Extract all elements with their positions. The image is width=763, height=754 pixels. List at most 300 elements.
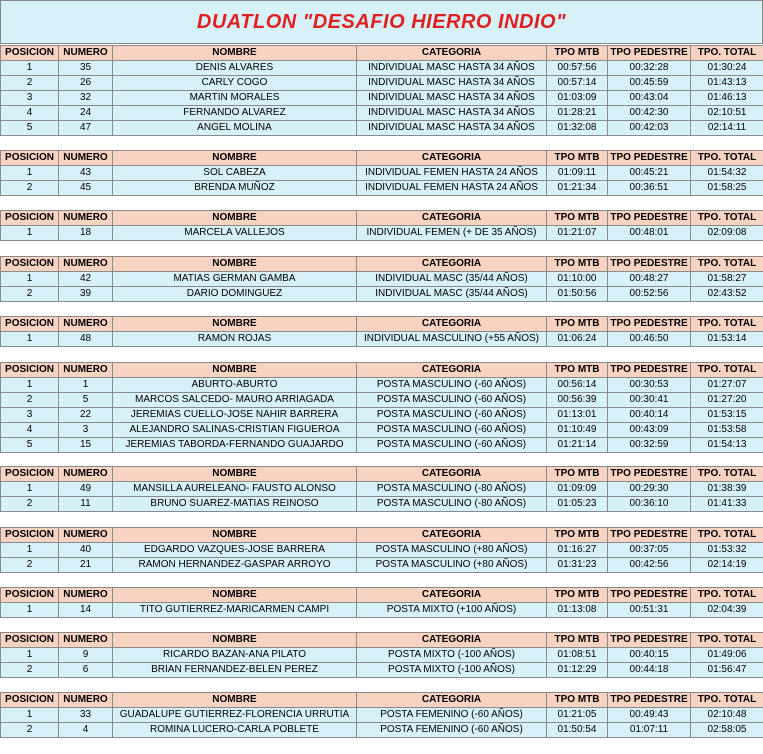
cell-number: 26	[59, 76, 113, 91]
cell-time-pedestrian: 00:37:05	[608, 543, 691, 558]
cell-number: 1	[59, 378, 113, 393]
cell-time-total: 01:30:24	[691, 61, 763, 76]
cell-name: BRENDA MUÑOZ	[113, 181, 357, 196]
cell-time-pedestrian: 00:48:01	[608, 226, 691, 241]
header-position: POSICION	[1, 633, 59, 648]
cell-number: 21	[59, 558, 113, 573]
header-number: NUMERO	[59, 211, 113, 226]
header-position: POSICION	[1, 693, 59, 708]
cell-category: POSTA MASCULINO (+80 AÑOS)	[357, 543, 547, 558]
header-time-mtb: TPO MTB	[547, 151, 608, 166]
header-position: POSICION	[1, 211, 59, 226]
table-row	[1, 723, 763, 738]
table-row	[1, 708, 763, 723]
cell-time-mtb: 01:21:05	[547, 708, 608, 723]
header-name: NOMBRE	[113, 693, 357, 708]
cell-position: 2	[1, 287, 59, 302]
cell-time-total: 02:10:48	[691, 708, 763, 723]
cell-time-total: 01:38:39	[691, 482, 763, 497]
cell-time-total: 02:14:11	[691, 121, 763, 136]
cell-time-mtb: 00:57:14	[547, 76, 608, 91]
cell-time-total: 02:10:51	[691, 106, 763, 121]
header-row	[1, 363, 763, 378]
header-category: CATEGORIA	[357, 46, 547, 61]
header-category: CATEGORIA	[357, 467, 547, 482]
results-table	[0, 692, 763, 738]
cell-time-mtb: 01:21:07	[547, 226, 608, 241]
header-name: NOMBRE	[113, 363, 357, 378]
cell-number: 43	[59, 166, 113, 181]
cell-category: INDIVIDUAL MASC (35/44 AÑOS)	[357, 287, 547, 302]
cell-category: POSTA MASCULINO (-60 AÑOS)	[357, 423, 547, 438]
cell-position: 1	[1, 226, 59, 241]
header-row	[1, 633, 763, 648]
header-time-mtb: TPO MTB	[547, 633, 608, 648]
cell-position: 1	[1, 482, 59, 497]
header-position: POSICION	[1, 46, 59, 61]
cell-number: 3	[59, 423, 113, 438]
cell-time-mtb: 00:57:56	[547, 61, 608, 76]
header-time-pedestrian: TPO PEDESTRE	[608, 257, 691, 272]
table-row	[1, 543, 763, 558]
table-row	[1, 121, 763, 136]
cell-time-total: 02:04:39	[691, 603, 763, 618]
cell-time-mtb: 01:05:23	[547, 497, 608, 512]
cell-number: 40	[59, 543, 113, 558]
cell-time-pedestrian: 00:45:21	[608, 166, 691, 181]
header-category: CATEGORIA	[357, 363, 547, 378]
cell-category: INDIVIDUAL MASCULINO (+55 AÑOS)	[357, 332, 547, 347]
cell-category: POSTA MIXTO (-100 AÑOS)	[357, 648, 547, 663]
cell-position: 2	[1, 393, 59, 408]
header-position: POSICION	[1, 257, 59, 272]
cell-time-mtb: 01:12:29	[547, 663, 608, 678]
header-time-pedestrian: TPO PEDESTRE	[608, 588, 691, 603]
header-row	[1, 693, 763, 708]
cell-position: 4	[1, 423, 59, 438]
cell-name: BRIAN FERNANDEZ-BELEN PEREZ	[113, 663, 357, 678]
header-time-mtb: TPO MTB	[547, 211, 608, 226]
cell-time-pedestrian: 00:48:27	[608, 272, 691, 287]
cell-position: 1	[1, 272, 59, 287]
header-name: NOMBRE	[113, 257, 357, 272]
cell-time-total: 01:58:27	[691, 272, 763, 287]
cell-number: 32	[59, 91, 113, 106]
table-row	[1, 91, 763, 106]
cell-name: RICARDO BAZAN-ANA PILATO	[113, 648, 357, 663]
header-time-total: TPO. TOTAL	[691, 588, 763, 603]
cell-number: 42	[59, 272, 113, 287]
header-time-mtb: TPO MTB	[547, 46, 608, 61]
cell-position: 2	[1, 76, 59, 91]
cell-number: 6	[59, 663, 113, 678]
header-time-total: TPO. TOTAL	[691, 46, 763, 61]
header-row	[1, 257, 763, 272]
cell-time-total: 02:09:08	[691, 226, 763, 241]
cell-time-mtb: 01:31:23	[547, 558, 608, 573]
cell-time-mtb: 01:21:34	[547, 181, 608, 196]
cell-time-total: 01:54:13	[691, 438, 763, 453]
results-table	[0, 316, 763, 347]
cell-name: SOL CABEZA	[113, 166, 357, 181]
cell-position: 3	[1, 408, 59, 423]
header-time-total: TPO. TOTAL	[691, 467, 763, 482]
cell-category: INDIVIDUAL MASC (35/44 AÑOS)	[357, 272, 547, 287]
page-title: DUATLON "DESAFIO HIERRO INDIO"	[0, 0, 763, 44]
header-row	[1, 588, 763, 603]
cell-position: 5	[1, 438, 59, 453]
cell-category: POSTA MIXTO (+100 AÑOS)	[357, 603, 547, 618]
table-row	[1, 393, 763, 408]
cell-name: ANGEL MOLINA	[113, 121, 357, 136]
cell-time-mtb: 01:50:54	[547, 723, 608, 738]
header-time-mtb: TPO MTB	[547, 467, 608, 482]
header-category: CATEGORIA	[357, 588, 547, 603]
header-time-total: TPO. TOTAL	[691, 363, 763, 378]
cell-time-total: 02:43:52	[691, 287, 763, 302]
header-position: POSICION	[1, 151, 59, 166]
cell-name: MARTIN MORALES	[113, 91, 357, 106]
header-position: POSICION	[1, 467, 59, 482]
cell-name: CARLY COGO	[113, 76, 357, 91]
results-table	[0, 527, 763, 573]
header-number: NUMERO	[59, 151, 113, 166]
header-name: NOMBRE	[113, 588, 357, 603]
header-number: NUMERO	[59, 257, 113, 272]
cell-time-pedestrian: 00:42:30	[608, 106, 691, 121]
cell-name: GUADALUPE GUTIERREZ-FLORENCIA URRUTIA	[113, 708, 357, 723]
cell-time-pedestrian: 00:40:14	[608, 408, 691, 423]
cell-name: MARCOS SALCEDO- MAURO ARRIAGADA	[113, 393, 357, 408]
header-category: CATEGORIA	[357, 257, 547, 272]
header-time-pedestrian: TPO PEDESTRE	[608, 46, 691, 61]
cell-number: 9	[59, 648, 113, 663]
cell-position: 2	[1, 497, 59, 512]
header-name: NOMBRE	[113, 151, 357, 166]
header-number: NUMERO	[59, 693, 113, 708]
header-row	[1, 467, 763, 482]
cell-time-mtb: 01:10:49	[547, 423, 608, 438]
header-time-mtb: TPO MTB	[547, 528, 608, 543]
header-position: POSICION	[1, 528, 59, 543]
cell-name: ALEJANDRO SALINAS-CRISTIAN FIGUEROA	[113, 423, 357, 438]
header-time-mtb: TPO MTB	[547, 693, 608, 708]
header-time-total: TPO. TOTAL	[691, 528, 763, 543]
table-row	[1, 648, 763, 663]
table-row	[1, 497, 763, 512]
cell-time-pedestrian: 00:51:31	[608, 603, 691, 618]
cell-number: 49	[59, 482, 113, 497]
header-position: POSICION	[1, 588, 59, 603]
results-table	[0, 362, 763, 453]
table-row	[1, 603, 763, 618]
cell-time-total: 02:14:19	[691, 558, 763, 573]
cell-position: 3	[1, 91, 59, 106]
cell-time-pedestrian: 00:29:30	[608, 482, 691, 497]
header-name: NOMBRE	[113, 46, 357, 61]
header-number: NUMERO	[59, 633, 113, 648]
header-row	[1, 317, 763, 332]
cell-category: POSTA MASCULINO (-60 AÑOS)	[357, 378, 547, 393]
header-category: CATEGORIA	[357, 211, 547, 226]
header-position: POSICION	[1, 317, 59, 332]
cell-number: 45	[59, 181, 113, 196]
header-row	[1, 46, 763, 61]
results-table	[0, 150, 763, 196]
cell-time-pedestrian: 00:32:59	[608, 438, 691, 453]
table-row	[1, 226, 763, 241]
cell-time-total: 01:43:13	[691, 76, 763, 91]
header-number: NUMERO	[59, 528, 113, 543]
header-row	[1, 151, 763, 166]
cell-position: 2	[1, 663, 59, 678]
header-name: NOMBRE	[113, 211, 357, 226]
table-row	[1, 482, 763, 497]
cell-category: INDIVIDUAL FEMEN HASTA 24 AÑOS	[357, 181, 547, 196]
cell-name: FERNANDO ALVAREZ	[113, 106, 357, 121]
cell-category: POSTA MASCULINO (+80 AÑOS)	[357, 558, 547, 573]
cell-time-pedestrian: 00:36:51	[608, 181, 691, 196]
cell-name: DENIS ALVARES	[113, 61, 357, 76]
results-table	[0, 256, 763, 302]
cell-number: 24	[59, 106, 113, 121]
cell-name: RAMON ROJAS	[113, 332, 357, 347]
cell-category: POSTA MASCULINO (-80 AÑOS)	[357, 482, 547, 497]
cell-position: 1	[1, 708, 59, 723]
table-row	[1, 558, 763, 573]
header-category: CATEGORIA	[357, 528, 547, 543]
cell-time-total: 01:41:33	[691, 497, 763, 512]
cell-number: 11	[59, 497, 113, 512]
cell-time-pedestrian: 00:40:15	[608, 648, 691, 663]
cell-name: TITO GUTIERREZ-MARICARMEN CAMPI	[113, 603, 357, 618]
header-row	[1, 211, 763, 226]
cell-position: 1	[1, 648, 59, 663]
cell-position: 4	[1, 106, 59, 121]
cell-number: 22	[59, 408, 113, 423]
cell-category: INDIVIDUAL MASC HASTA 34 AÑOS	[357, 91, 547, 106]
table-row	[1, 61, 763, 76]
cell-time-mtb: 01:09:09	[547, 482, 608, 497]
header-category: CATEGORIA	[357, 693, 547, 708]
cell-position: 2	[1, 723, 59, 738]
cell-position: 1	[1, 166, 59, 181]
header-name: NOMBRE	[113, 467, 357, 482]
cell-category: INDIVIDUAL MASC HASTA 34 AÑOS	[357, 61, 547, 76]
cell-category: POSTA MASCULINO (-60 AÑOS)	[357, 393, 547, 408]
header-number: NUMERO	[59, 317, 113, 332]
cell-position: 1	[1, 332, 59, 347]
cell-position: 1	[1, 543, 59, 558]
cell-category: INDIVIDUAL MASC HASTA 34 AÑOS	[357, 121, 547, 136]
cell-time-pedestrian: 00:45:59	[608, 76, 691, 91]
header-time-pedestrian: TPO PEDESTRE	[608, 211, 691, 226]
table-row	[1, 76, 763, 91]
header-name: NOMBRE	[113, 633, 357, 648]
cell-time-mtb: 01:21:14	[547, 438, 608, 453]
cell-time-total: 01:49:06	[691, 648, 763, 663]
cell-time-pedestrian: 00:46:50	[608, 332, 691, 347]
cell-category: POSTA FEMENINO (-60 AÑOS)	[357, 708, 547, 723]
cell-number: 4	[59, 723, 113, 738]
header-time-pedestrian: TPO PEDESTRE	[608, 317, 691, 332]
cell-time-pedestrian: 00:30:41	[608, 393, 691, 408]
cell-name: DARIO DOMINGUEZ	[113, 287, 357, 302]
cell-time-total: 01:27:20	[691, 393, 763, 408]
results-table	[0, 466, 763, 512]
cell-category: INDIVIDUAL FEMEN HASTA 24 AÑOS	[357, 166, 547, 181]
cell-name: RAMON HERNANDEZ-GASPAR ARROYO	[113, 558, 357, 573]
cell-number: 39	[59, 287, 113, 302]
cell-name: MANSILLA AURELEANO- FAUSTO ALONSO	[113, 482, 357, 497]
table-row	[1, 272, 763, 287]
table-row	[1, 663, 763, 678]
cell-time-total: 01:53:15	[691, 408, 763, 423]
header-time-pedestrian: TPO PEDESTRE	[608, 528, 691, 543]
header-time-pedestrian: TPO PEDESTRE	[608, 633, 691, 648]
header-time-total: TPO. TOTAL	[691, 693, 763, 708]
cell-time-mtb: 01:08:51	[547, 648, 608, 663]
cell-time-mtb: 01:16:27	[547, 543, 608, 558]
cell-number: 5	[59, 393, 113, 408]
cell-number: 35	[59, 61, 113, 76]
header-name: NOMBRE	[113, 317, 357, 332]
header-name: NOMBRE	[113, 528, 357, 543]
cell-name: JEREMIAS TABORDA-FERNANDO GUAJARDO	[113, 438, 357, 453]
cell-time-pedestrian: 00:43:09	[608, 423, 691, 438]
cell-position: 1	[1, 61, 59, 76]
header-time-mtb: TPO MTB	[547, 588, 608, 603]
cell-name: ABURTO-ABURTO	[113, 378, 357, 393]
cell-time-pedestrian: 00:30:53	[608, 378, 691, 393]
cell-time-mtb: 01:13:01	[547, 408, 608, 423]
header-time-pedestrian: TPO PEDESTRE	[608, 693, 691, 708]
cell-number: 14	[59, 603, 113, 618]
cell-position: 2	[1, 558, 59, 573]
cell-position: 5	[1, 121, 59, 136]
table-row	[1, 332, 763, 347]
cell-time-mtb: 01:06:24	[547, 332, 608, 347]
cell-time-mtb: 01:09:11	[547, 166, 608, 181]
header-time-mtb: TPO MTB	[547, 363, 608, 378]
header-time-total: TPO. TOTAL	[691, 211, 763, 226]
results-table	[0, 632, 763, 678]
cell-category: POSTA MASCULINO (-80 AÑOS)	[357, 497, 547, 512]
cell-name: JEREMIAS CUELLO-JOSE NAHIR BARRERA	[113, 408, 357, 423]
cell-name: MARCELA VALLEJOS	[113, 226, 357, 241]
cell-time-mtb: 01:32:08	[547, 121, 608, 136]
cell-category: POSTA MIXTO (-100 AÑOS)	[357, 663, 547, 678]
cell-number: 18	[59, 226, 113, 241]
cell-time-pedestrian: 00:52:56	[608, 287, 691, 302]
cell-time-total: 01:56:47	[691, 663, 763, 678]
cell-position: 2	[1, 181, 59, 196]
cell-time-pedestrian: 01:07:11	[608, 723, 691, 738]
header-time-mtb: TPO MTB	[547, 317, 608, 332]
header-time-total: TPO. TOTAL	[691, 151, 763, 166]
table-row	[1, 438, 763, 453]
header-time-total: TPO. TOTAL	[691, 633, 763, 648]
cell-name: MATIAS GERMAN GAMBA	[113, 272, 357, 287]
header-row	[1, 528, 763, 543]
results-table	[0, 210, 763, 241]
cell-position: 1	[1, 378, 59, 393]
cell-time-pedestrian: 00:42:56	[608, 558, 691, 573]
cell-category: POSTA MASCULINO (-60 AÑOS)	[357, 438, 547, 453]
cell-time-mtb: 00:56:39	[547, 393, 608, 408]
header-time-total: TPO. TOTAL	[691, 257, 763, 272]
header-time-pedestrian: TPO PEDESTRE	[608, 467, 691, 482]
cell-time-mtb: 01:10:00	[547, 272, 608, 287]
header-time-pedestrian: TPO PEDESTRE	[608, 151, 691, 166]
cell-category: POSTA FEMENINO (-60 AÑOS)	[357, 723, 547, 738]
cell-time-total: 01:53:32	[691, 543, 763, 558]
cell-name: BRUNO SUAREZ-MATIAS REINOSO	[113, 497, 357, 512]
cell-category: INDIVIDUAL FEMEN (+ DE 35 AÑOS)	[357, 226, 547, 241]
cell-time-mtb: 01:13:08	[547, 603, 608, 618]
cell-time-pedestrian: 00:42:03	[608, 121, 691, 136]
cell-category: INDIVIDUAL MASC HASTA 34 AÑOS	[357, 106, 547, 121]
cell-time-total: 01:27:07	[691, 378, 763, 393]
cell-category: POSTA MASCULINO (-60 AÑOS)	[357, 408, 547, 423]
cell-time-total: 01:54:32	[691, 166, 763, 181]
header-category: CATEGORIA	[357, 151, 547, 166]
cell-number: 48	[59, 332, 113, 347]
cell-number: 47	[59, 121, 113, 136]
results-table	[0, 45, 763, 136]
header-number: NUMERO	[59, 588, 113, 603]
cell-time-mtb: 00:56:14	[547, 378, 608, 393]
table-row	[1, 166, 763, 181]
header-time-total: TPO. TOTAL	[691, 317, 763, 332]
cell-time-total: 02:58:05	[691, 723, 763, 738]
cell-time-mtb: 01:50:56	[547, 287, 608, 302]
header-position: POSICION	[1, 363, 59, 378]
cell-name: ROMINA LUCERO-CARLA POBLETE	[113, 723, 357, 738]
cell-time-mtb: 01:03:09	[547, 91, 608, 106]
header-number: NUMERO	[59, 46, 113, 61]
cell-time-mtb: 01:28:21	[547, 106, 608, 121]
table-row	[1, 181, 763, 196]
cell-time-pedestrian: 00:32:28	[608, 61, 691, 76]
cell-time-pedestrian: 00:44:18	[608, 663, 691, 678]
cell-time-pedestrian: 00:36:10	[608, 497, 691, 512]
table-row	[1, 423, 763, 438]
cell-time-total: 01:53:14	[691, 332, 763, 347]
header-category: CATEGORIA	[357, 633, 547, 648]
header-time-pedestrian: TPO PEDESTRE	[608, 363, 691, 378]
header-category: CATEGORIA	[357, 317, 547, 332]
cell-category: INDIVIDUAL MASC HASTA 34 AÑOS	[357, 76, 547, 91]
table-row	[1, 287, 763, 302]
cell-time-pedestrian: 00:49:43	[608, 708, 691, 723]
table-row	[1, 408, 763, 423]
cell-time-pedestrian: 00:43:04	[608, 91, 691, 106]
cell-time-total: 01:58:25	[691, 181, 763, 196]
cell-number: 15	[59, 438, 113, 453]
table-row	[1, 106, 763, 121]
header-time-mtb: TPO MTB	[547, 257, 608, 272]
header-number: NUMERO	[59, 467, 113, 482]
cell-time-total: 01:46:13	[691, 91, 763, 106]
cell-position: 1	[1, 603, 59, 618]
cell-number: 33	[59, 708, 113, 723]
cell-time-total: 01:53:58	[691, 423, 763, 438]
table-row	[1, 378, 763, 393]
results-table	[0, 587, 763, 618]
cell-name: EDGARDO VAZQUES-JOSE BARRERA	[113, 543, 357, 558]
header-number: NUMERO	[59, 363, 113, 378]
